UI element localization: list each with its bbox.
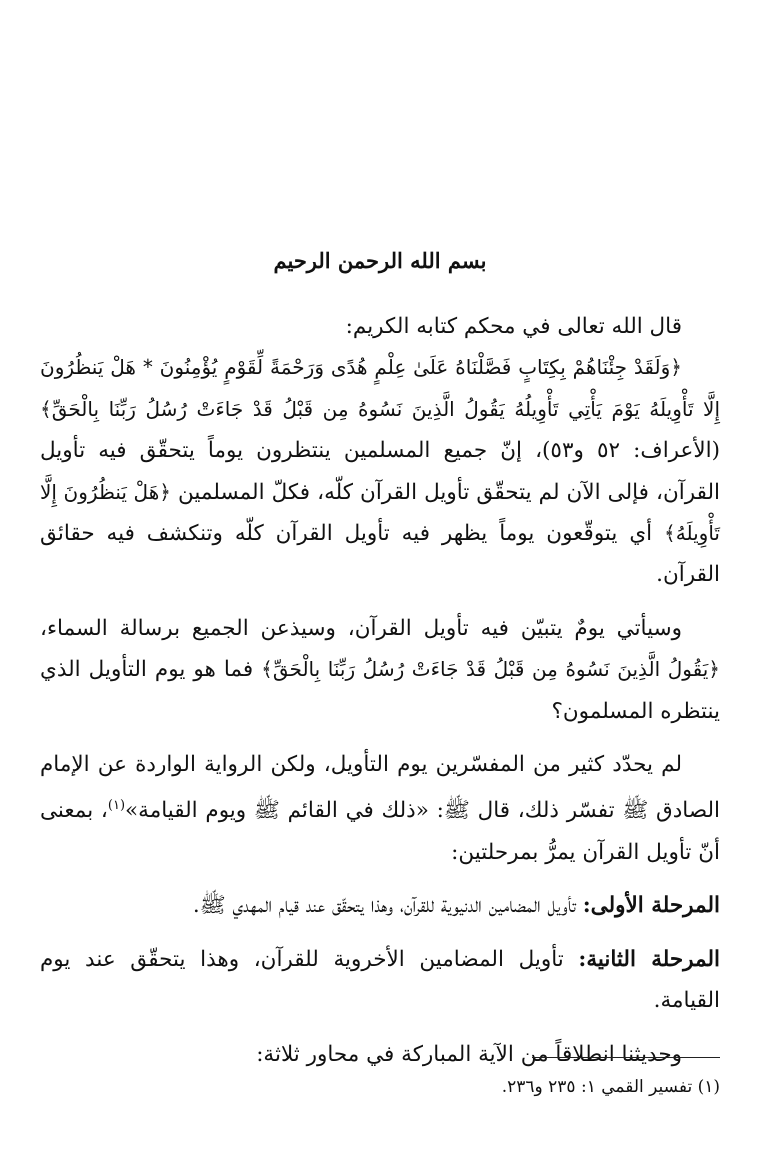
second-paragraph-question: فما هو يوم التأويل الذي ينتظره المسلمون؟ [40, 657, 720, 724]
stage-two-text: تأويل المضامين الأخروية للقرآن، وهذا يتحقّق عند يوم القيامة. [40, 946, 720, 1014]
quran-verse: ﴿وَلَقَدْ جِئْنَاهُمْ بِكِتَابٍ فَصَّلْنَاهُ عَلَىٰ عِلْمٍ هُدًى وَرَحْمَةً لِّقَوْمٍ يُؤْمِنُونَ * هَلْ يَنظُرُونَ إِلَّا تَأْوِيلَهُ يَوْمَ يَأْتِي تَأْوِيلُهُ يَقُولُ الَّذِينَ نَسُوهُ مِن قَبْلُ قَدْ جَاءَتْ رُسُلُ رَبِّنَا بِالْحَقِّ﴾ [40, 355, 720, 421]
stage-one-label: المرحلة الأولى: [582, 893, 720, 919]
book-page [40, 0, 720, 1159]
verse-commentary-end: أي يتوقّعون يوماً يظهر فيه تأويل القرآن كلّه وتنكشف فيه حقائق القرآن. [40, 521, 720, 588]
narration-text: لم يحدّد كثير من المفسّرين يوم التأويل، ولكن الرواية الواردة عن الإمام الصادق ﷺ تفسّر ذلك، قال ﷺ: «ذلك في القائم ﷺ ويوم القيامة» [40, 752, 721, 824]
footnote-divider [532, 1057, 720, 1058]
stage-one-text: تأويل المضامين الدنيوية للقرآن، وهذا يتحقّق عند قيام المهدي ﷺ. [192, 893, 583, 919]
basmala-heading: بسم الله الرحمن الرحيم [273, 248, 487, 273]
stage-two-paragraph [40, 939, 720, 1022]
second-paragraph-start: وسيأتي يومٌ يتبيّن فيه تأويل القرآن، وسيذعن الجميع برسالة السماء، [40, 615, 682, 641]
footnote-marker: (١) [107, 798, 126, 814]
verse-commentary: إنّ جميع المسلمين ينتظرون يوماً يتحقّق فيه تأويل القرآن، فإلى الآن لم يتحقّق تأويل القرآن كلّه، فكلّ المسلمين [40, 438, 720, 505]
page-body [40, 306, 720, 1075]
second-paragraph [40, 608, 720, 732]
narration-conclusion: ، بمعنى أنّ تأويل القرآن يمرُّ بمرحلتين: [40, 798, 720, 866]
third-paragraph [40, 744, 720, 873]
footnote: (١) تفسير القمي ١: ٢٣٥ و٢٣٦. [501, 1077, 720, 1097]
stage-two-label: المرحلة الثانية: [578, 946, 720, 972]
closing-line: وحديثنا انطلاقاً من الآية المباركة في محاور ثلاثة: [256, 1041, 682, 1067]
intro-line: قال الله تعالى في محكم كتابه الكريم: [345, 314, 682, 339]
stage-one-paragraph [40, 885, 720, 926]
verse-paragraph [40, 347, 720, 595]
second-quran-quote: ﴿يَقُولُ الَّذِينَ نَسُوهُ مِن قَبْلُ قَدْ جَاءَتْ رُسُلُ رَبِّنَا بِالْحَقِّ﴾ [261, 657, 720, 682]
verse-citation: (الأعراف: ٥٢ و٥٣)، [521, 438, 720, 464]
quran-short-quote: ﴿هَلْ يَنظُرُونَ إِلَّا تَأْوِيلَهُ﴾ [40, 479, 720, 546]
